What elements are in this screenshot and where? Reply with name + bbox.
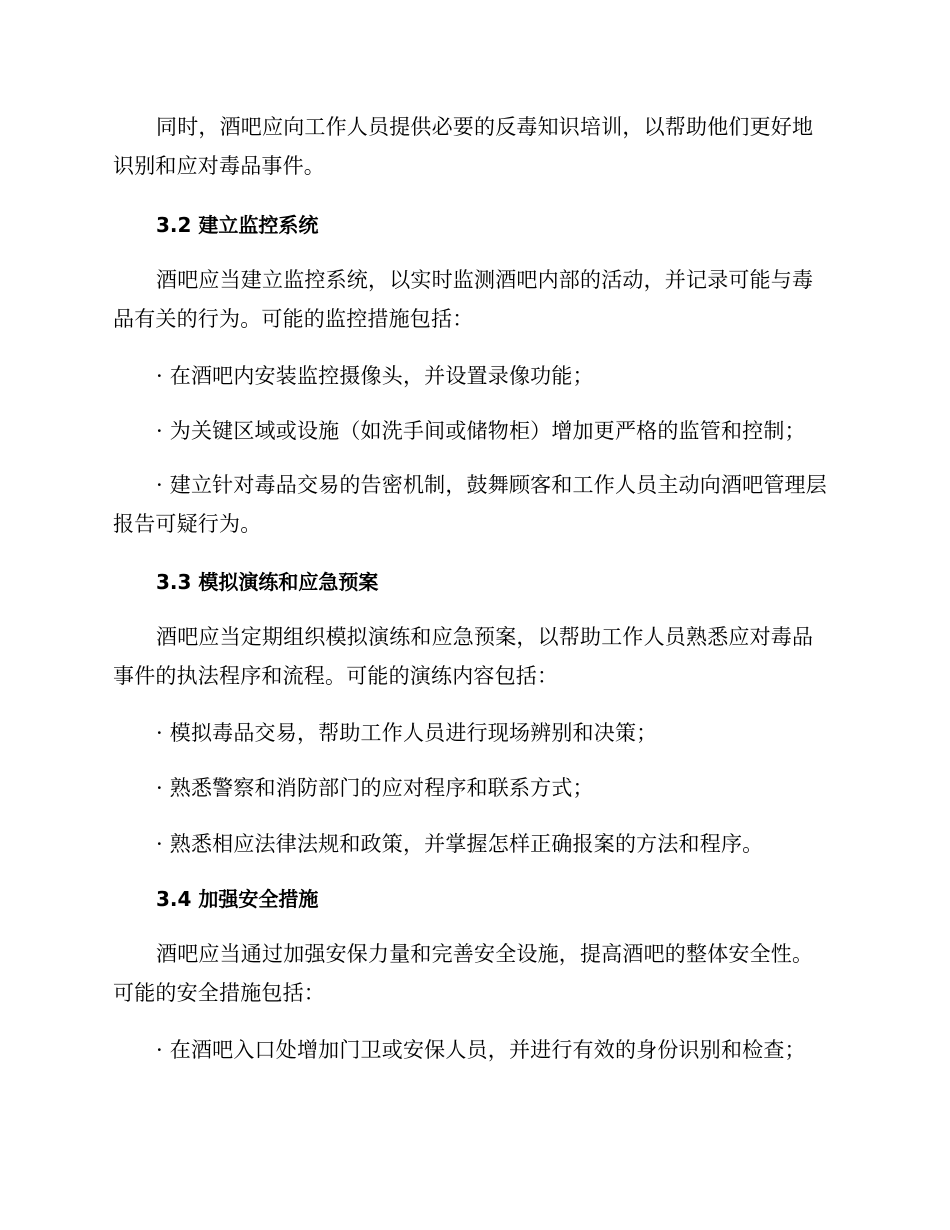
- paragraph-security: 酒吧应当通过加强安保力量和完善安全设施，提高酒吧的整体安全性。可能的安全措施包括：: [113, 942, 814, 1005]
- paragraph-drills: 酒吧应当定期组织模拟演练和应急预案，以帮助工作人员熟悉应对毒品事件的执法程序和流程。可能的演练内容包括：: [113, 625, 814, 688]
- bullet-report-mechanism: · 建立针对毒品交易的告密机制，鼓舞顾客和工作人员主动向酒吧管理层报告可疑行为。: [113, 473, 827, 536]
- heading-3-3: 3.3 模拟演练和应急预案: [156, 570, 379, 594]
- bullet-simulate-trade: · 模拟毒品交易，帮助工作人员进行现场辨别和决策；: [156, 721, 658, 745]
- bullet-key-areas: · 为关键区域或设施（如洗手间或储物柜）增加更严格的监管和控制；: [156, 419, 806, 443]
- bullet-laws: · 熟悉相应法律法规和政策，并掌握怎样正确报案的方法和程序。: [156, 832, 764, 856]
- paragraph-training: 同时，酒吧应向工作人员提供必要的反毒知识培训，以帮助他们更好地识别和应对毒品事件。: [113, 115, 814, 178]
- heading-3-4: 3.4 加强安全措施: [156, 887, 319, 911]
- heading-3-2: 3.2 建立监控系统: [156, 213, 319, 237]
- paragraph-monitoring: 酒吧应当建立监控系统，以实时监测酒吧内部的活动，并记录可能与毒品有关的行为。可能的监控措施包括：: [113, 268, 814, 331]
- bullet-police-fire: · 熟悉警察和消防部门的应对程序和联系方式；: [156, 776, 594, 800]
- bullet-camera: · 在酒吧内安装监控摄像头，并设置录像功能；: [156, 364, 594, 388]
- bullet-entrance-guard: · 在酒吧入口处增加门卫或安保人员，并进行有效的身份识别和检查；: [156, 1038, 806, 1062]
